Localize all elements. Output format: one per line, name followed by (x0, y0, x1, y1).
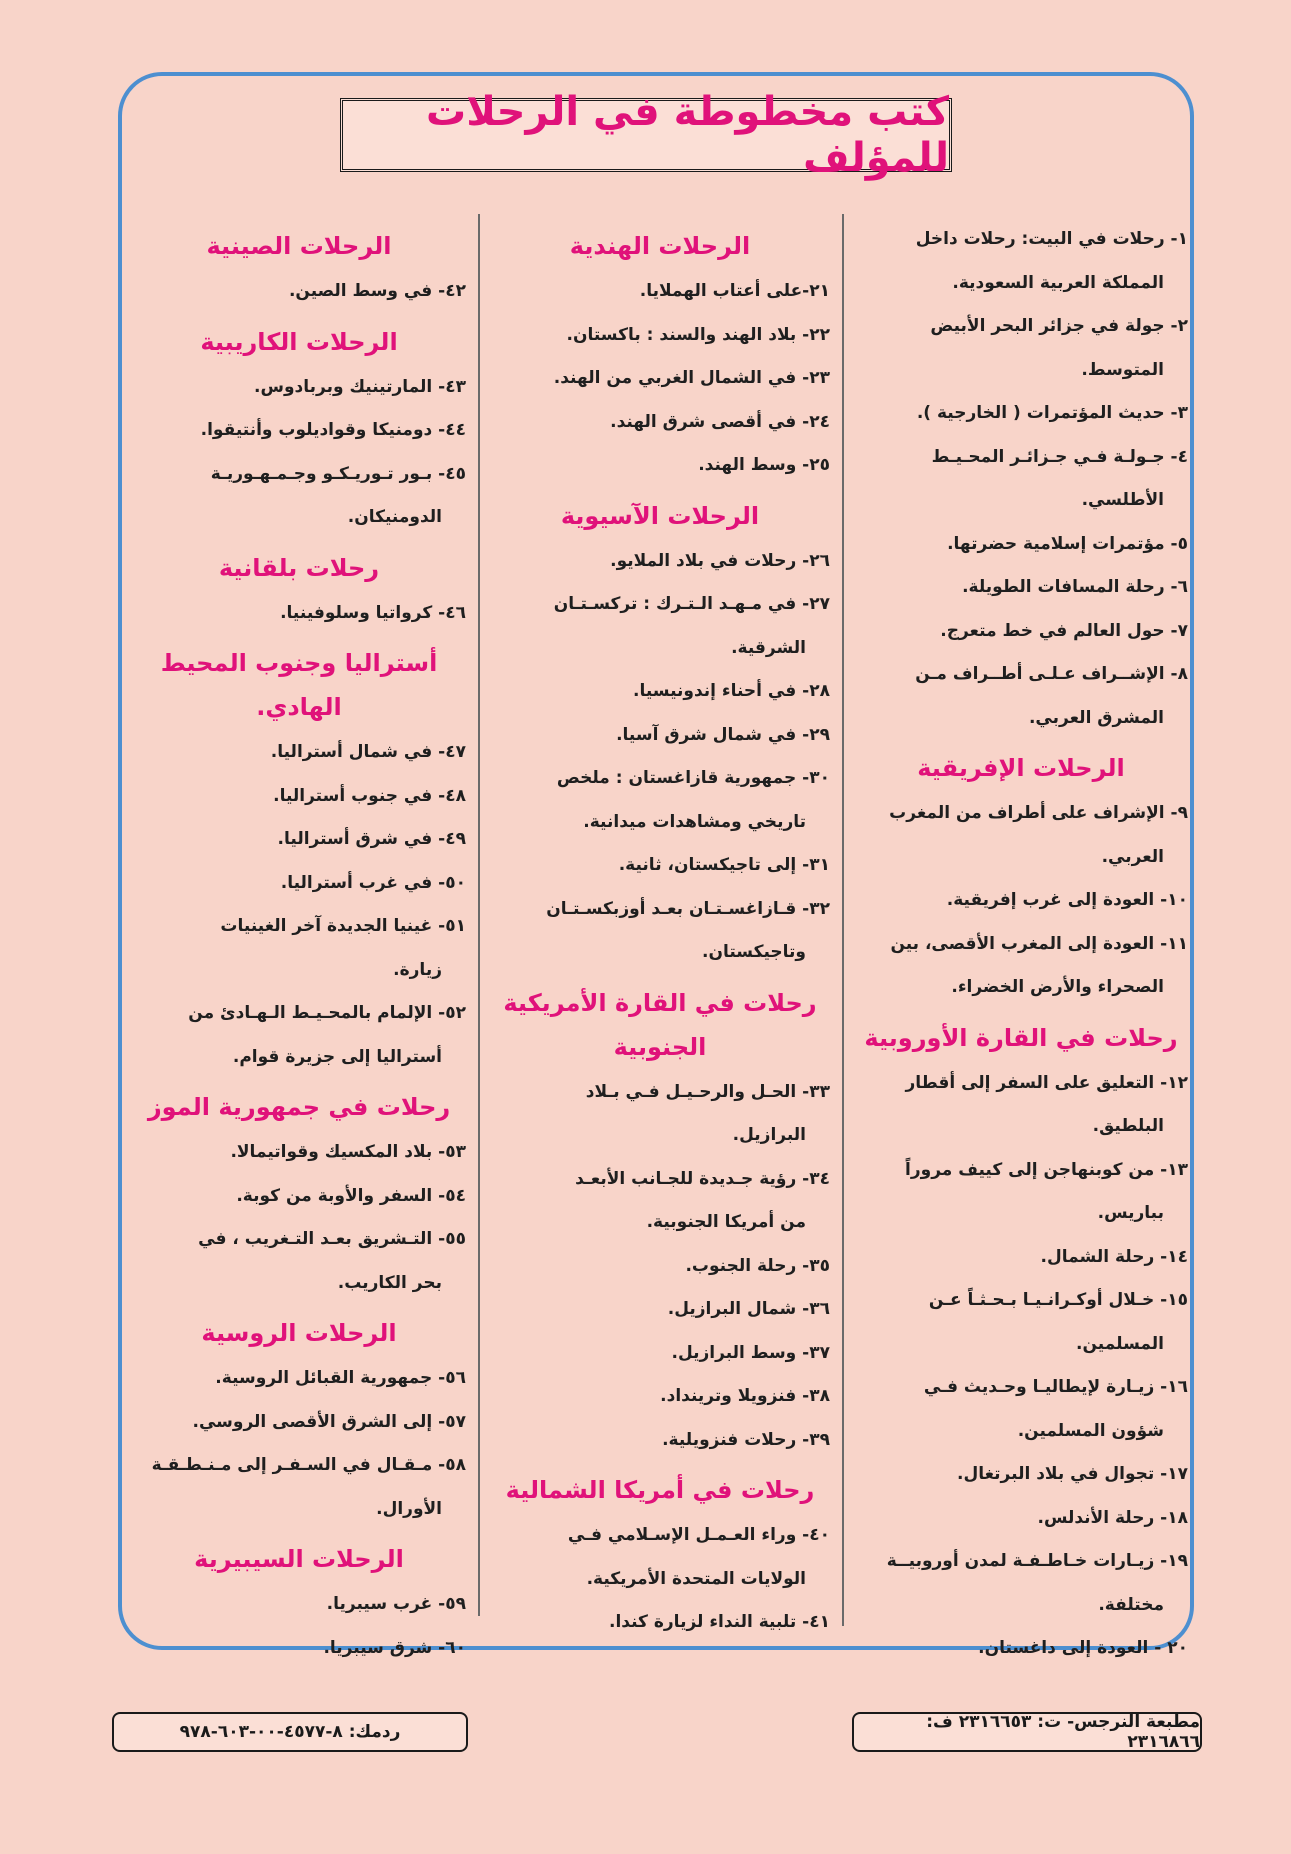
book-item (852, 392, 1190, 436)
book-title: ٥٩- غرب سيبريا. (326, 1594, 466, 1614)
book-title: ٢٦- رحلات في بلاد الملايو. (610, 550, 830, 571)
book-item (488, 401, 832, 445)
book-title: ٤٣- المارتينيك وبربادوس. (254, 376, 466, 397)
book-title: ٤٦- كرواتيا وسلوفينيا. (280, 602, 466, 623)
book-item (488, 1332, 832, 1376)
book-item (852, 1366, 1190, 1453)
book-title-continued: أستراليا إلى جزيرة قوام. (232, 1046, 442, 1067)
book-item (488, 1245, 832, 1289)
isbn-box (112, 1712, 468, 1752)
book-item (852, 523, 1190, 567)
book-title: ٥٤- السفر والأوبة من كوبة. (236, 1185, 466, 1206)
book-title: ٤٧- في شمال أستراليا. (270, 742, 466, 762)
book-item (852, 1627, 1190, 1671)
book-title: ٥٢- الإلمام بالمحـيـط الـهـادئ من (188, 1003, 466, 1023)
book-title: ٤٢- في وسط الصين. (288, 281, 466, 301)
book-title: ٥٧- إلى الشرق الأقصى الروسي. (192, 1411, 466, 1432)
page-title: كتب مخطوطة في الرحلات للمؤلف (426, 89, 949, 181)
printer-text: مطبعة النرجس- ت: ٢٣١٦٦٥٣ ف: ٢٣١٦٨٦٦ (926, 1712, 1200, 1752)
book-title: ٤٨- في جنوب أستراليا. (273, 785, 466, 806)
book-title: ٢٠ - العودة إلى داغستان. (978, 1638, 1188, 1658)
book-title-continued: زيارة. (393, 959, 442, 980)
book-item (130, 775, 468, 819)
section-heading: الرحلات الصينية (206, 232, 392, 260)
book-item (852, 653, 1190, 740)
section-heading: الرحلات الهندية (569, 232, 751, 260)
book-item (488, 357, 832, 401)
book-title: ٣٦- شمال البرازيل. (667, 1299, 830, 1319)
book-item (130, 1357, 468, 1401)
book-title-continued: المتوسط. (1081, 359, 1164, 380)
section-heading: رحلات في القارة الأمريكية الجنوبية (503, 988, 817, 1061)
book-item (852, 1236, 1190, 1280)
book-title: ٤١- تلبية النداء لزيارة كندا. (609, 1612, 830, 1632)
book-title: ٢٥- وسط الهند. (698, 455, 830, 475)
book-item (852, 879, 1190, 923)
book-title: ٢٨- في أحناء إندونيسيا. (633, 681, 830, 701)
book-title-continued: البلطيق. (1092, 1116, 1164, 1136)
books-column-right (852, 218, 1190, 1658)
book-title-continued: المشرق العربي. (1028, 707, 1164, 728)
book-title-continued: شؤون المسلمين. (1017, 1420, 1164, 1441)
book-title: ٤- جـولـة فـي جـزائـر المحـيـط (931, 446, 1188, 467)
book-title: ٩- الإشراف على أطراف من المغرب (889, 803, 1188, 823)
book-title: ٢٣- في الشمال الغربي من الهند. (553, 368, 830, 388)
section-heading: الرحلات الآسيوية (560, 501, 760, 530)
book-title-continued: بحر الكاريب. (337, 1272, 442, 1293)
book-item (488, 670, 832, 714)
book-item (852, 1540, 1190, 1627)
book-item (130, 366, 468, 410)
book-title: ٦٠- شرق سيبريا. (323, 1637, 466, 1658)
book-item (488, 1419, 832, 1463)
book-item (130, 818, 468, 862)
section-heading: أستراليا وجنوب المحيط الهادي. (160, 649, 438, 721)
section-heading: الرحلات الإفريقية (917, 754, 1125, 782)
book-title-continued: الأورال. (376, 1498, 442, 1519)
column-divider (478, 214, 480, 1616)
section-heading: رحلات في القارة الأوروبية (864, 1023, 1178, 1052)
book-item (852, 1149, 1190, 1236)
book-title: ٤٥- بـور تـوريـكـو وجـمـهـوريـة (210, 463, 466, 484)
column-divider (842, 214, 844, 1626)
book-item (488, 1375, 832, 1419)
book-title: ٣١- إلى تاجيكستان، ثانية. (618, 855, 830, 875)
book-item (852, 1453, 1190, 1497)
printer-info (852, 1712, 1202, 1752)
book-title: ٣٩- رحلات فنزويلية. (662, 1429, 830, 1450)
book-title: ٣٨- فنزويلا وترينداد. (660, 1386, 830, 1406)
book-title: ٣٢- قـازاغسـتـان بعـد أوزبكسـتـان (546, 898, 830, 919)
book-title: ٢- جولة في جزائر البحر الأبيض (930, 316, 1188, 336)
book-title-continued: العربي. (1101, 846, 1164, 867)
book-item (488, 314, 832, 358)
book-title: ٢٤- في أقصى شرق الهند. (610, 411, 830, 432)
books-column-left (130, 218, 468, 1658)
book-item (852, 1062, 1190, 1149)
book-item (130, 453, 468, 540)
book-title: ١- رحلات في البيت: رحلات داخل (915, 229, 1188, 249)
book-item (488, 714, 832, 758)
book-item (130, 992, 468, 1079)
book-title-continued: تاريخي ومشاهدات ميدانية. (583, 811, 806, 832)
book-title: ٢٢- بلاد الهند والسند : باكستان. (566, 324, 830, 345)
title-box (340, 89, 952, 181)
book-item (488, 583, 832, 670)
book-title: ٤٠- وراء العـمـل الإسـلامي فـي (567, 1525, 830, 1545)
book-item (130, 862, 468, 906)
book-item (852, 610, 1190, 654)
book-title: ٦- رحلة المسافات الطويلة. (962, 577, 1188, 597)
book-title: ٥- مؤتمرات إسلامية حضرتها. (947, 533, 1188, 554)
book-title: ١٣- من كوبنهاجن إلى كييف مروراً (905, 1159, 1188, 1180)
book-item (130, 409, 468, 453)
section-heading: رحلات في جمهورية الموز (147, 1093, 451, 1121)
book-title: ٣٥- رحلة الجنوب. (685, 1255, 830, 1276)
book-item (488, 844, 832, 888)
book-item (130, 270, 468, 314)
book-item (488, 1601, 832, 1645)
book-title: ٥١- غينيا الجديدة آخر الغينيات (220, 916, 466, 936)
book-title: ٥٠- في غرب أستراليا. (280, 872, 466, 893)
book-title: ٥٨- مـقـال في السـفـر إلى مـنـطـقـة (151, 1455, 466, 1475)
book-title: ١٠- العودة إلى غرب إفريقية. (946, 890, 1188, 910)
book-title-continued: الأطلسي. (1081, 490, 1164, 510)
book-title: ٨- الإشــراف عـلـى أطــراف مـن (915, 664, 1188, 684)
book-title: ٧- حول العالم في خط متعرج. (940, 620, 1188, 641)
book-title: ٣٧- وسط البرازيل. (671, 1342, 830, 1363)
book-item (130, 1444, 468, 1531)
book-item (488, 1288, 832, 1332)
book-item (852, 1279, 1190, 1366)
book-item (852, 566, 1190, 610)
section-heading: الرحلات السيبيرية (194, 1545, 404, 1573)
book-item (130, 731, 468, 775)
section-heading: رحلات بلقانية (218, 553, 380, 582)
section-heading: الرحلات الكاريبية (200, 327, 398, 356)
book-title: ٣٣- الحـل والرحـيـل فـي بـلاد (585, 1081, 830, 1102)
book-title: ٢٧- في مـهـد الـتـرك : تركسـتـان (553, 594, 830, 614)
book-item (130, 592, 468, 636)
book-item (488, 1071, 832, 1158)
book-title-continued: الولايات المتحدة الأمريكية. (586, 1568, 806, 1589)
book-item (852, 1497, 1190, 1541)
book-item (130, 1583, 468, 1627)
book-title: ١٤- رحلة الشمال. (1040, 1246, 1188, 1267)
isbn-text: ردمك: ٨-٤٥٧٧-٠٠-٦٠٣-٩٧٨ (179, 1722, 401, 1742)
book-title-continued: من أمريكا الجنوبية. (646, 1212, 806, 1232)
book-title: ١٧- تجوال في بلاد البرتغال. (956, 1464, 1188, 1484)
book-item (130, 1175, 468, 1219)
book-title-continued: وتاجيكستان. (701, 942, 806, 962)
book-title-continued: المملكة العربية السعودية. (952, 272, 1164, 293)
book-item (130, 1627, 468, 1671)
book-title: ١١- العودة إلى المغرب الأقصى، بين (890, 933, 1188, 954)
book-item (130, 1218, 468, 1305)
books-column-middle (488, 218, 832, 1638)
book-item (488, 1514, 832, 1601)
book-item (488, 540, 832, 584)
book-title: ٥٣- بلاد المكسيك وقواتيمالا. (230, 1142, 466, 1162)
book-title: ٣٠- جمهورية قازاغستان : ملخص (556, 768, 830, 788)
book-item (488, 888, 832, 975)
book-item (488, 1158, 832, 1245)
book-item (488, 444, 832, 488)
book-title: ١٦- زيـارة لإيطاليـا وحـديث فـي (923, 1377, 1188, 1397)
book-title: ٤٤- دومنيكا وقواديلوب وأنتيقوا. (200, 420, 466, 440)
book-title: ٢١-على أعتاب الهملايا. (639, 281, 830, 301)
section-heading: الرحلات الروسية (201, 1319, 397, 1347)
book-title-continued: الشرقية. (731, 637, 806, 658)
book-item (852, 218, 1190, 305)
book-item (130, 905, 468, 992)
book-title-continued: مختلفة. (1098, 1594, 1164, 1615)
book-item (488, 270, 832, 314)
book-item (488, 757, 832, 844)
book-item (852, 923, 1190, 1010)
book-title-continued: المسلمين. (1076, 1333, 1164, 1354)
book-item (852, 792, 1190, 879)
book-title: ١٢- التعليق على السفر إلى أقطار (905, 1072, 1188, 1093)
book-item (130, 1401, 468, 1445)
book-title: ٤٩- في شرق أستراليا. (277, 829, 466, 849)
book-title: ١٨- رحلة الأندلس. (1037, 1507, 1188, 1528)
book-title: ٣- حديث المؤتمرات ( الخارجية ). (916, 403, 1188, 423)
book-item (852, 436, 1190, 523)
book-title: ١٩- زيـارات خـاطـفـة لمدن أوروبيــة (886, 1551, 1188, 1571)
book-item (130, 1131, 468, 1175)
section-heading: رحلات في أمريكا الشمالية (505, 1476, 815, 1504)
book-title: ٥٥- التـشريق بعـد التـغريب ، في (198, 1229, 466, 1249)
book-title-continued: البرازيل. (732, 1125, 806, 1145)
book-title-continued: بباريس. (1097, 1203, 1164, 1223)
book-title: ١٥- خـلال أوكـرانـيـا بـحـثـاً عـن (928, 1290, 1188, 1310)
book-item (852, 305, 1190, 392)
book-title-continued: الصحراء والأرض الخضراء. (951, 977, 1164, 997)
book-title: ٣٤- رؤية جـديدة للجـانب الأبعـد (575, 1168, 830, 1189)
book-title: ٥٦- جمهورية القبائل الروسية. (215, 1368, 466, 1388)
book-title: ٢٩- في شمال شرق آسيا. (616, 724, 830, 745)
book-title-continued: الدومنيكان. (347, 507, 442, 527)
